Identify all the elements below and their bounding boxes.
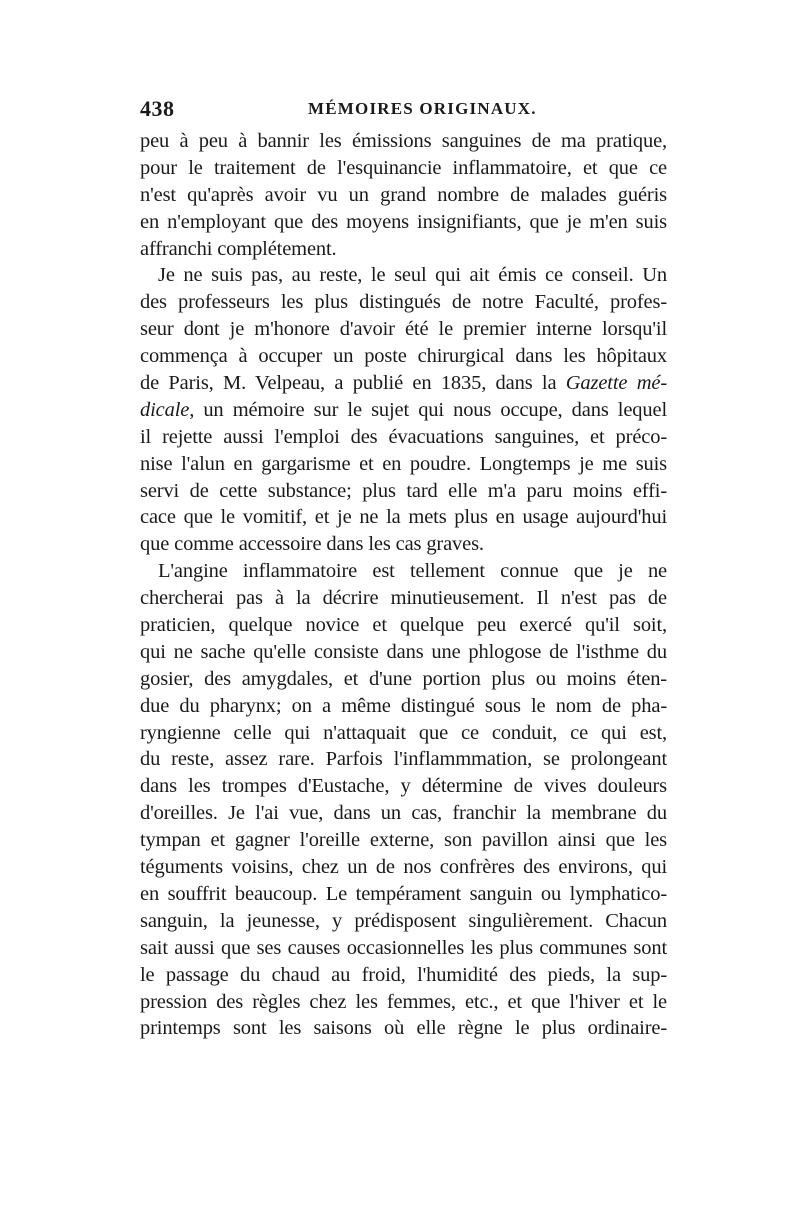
text-line — [140, 397, 667, 424]
text-line: téguments voisins, chez un de nos confrères des environs, qui — [140, 856, 667, 879]
text-line: n'est qu'après avoir vu un grand nombre de malades guéris — [140, 183, 667, 206]
text-line: nise l'alun en gargarisme et en poudre. Longtemps je me suis — [140, 452, 667, 475]
text-line: Je ne suis pas, au reste, le seul qui ait émis ce conseil. Un — [158, 264, 667, 287]
text-line: pour le traitement de l'esquinancie inflammatoire, et que ce — [140, 156, 667, 179]
running-head — [140, 96, 667, 124]
text-fragment: de Paris, M. Velpeau, a publié en 1835, dans la — [140, 372, 557, 395]
text-line: cace que le vomitif, et je ne la mets plus en usage aujourd'hui — [140, 506, 667, 529]
text-line: ryngienne celle qui n'attaquait que ce conduit, ce qui est, — [140, 721, 667, 744]
text-line: servi de cette substance; plus tard elle m'a paru moins effi- — [140, 479, 667, 502]
text-line — [140, 370, 667, 397]
text-line: en n'employant que des moyens insignifiants, que je m'en suis — [140, 210, 667, 233]
running-title: MÉMOIRES ORIGINAUX. — [308, 99, 537, 118]
text-line: praticien, quelque novice et quelque peu exercé qu'il soit, — [140, 614, 667, 637]
text-line: affranchi complétement. — [140, 237, 337, 260]
journal-title: Gazette mé- — [565, 372, 667, 395]
text-line: printemps sont les saisons où elle règne le plus ordinaire- — [140, 1017, 667, 1040]
text-line: dans les trompes d'Eustache, y détermine de vives douleurs — [140, 775, 667, 798]
text-line: tympan et gagner l'oreille externe, son pavillon ainsi que les — [140, 829, 667, 852]
text-line: sanguin, la jeunesse, y prédisposent singulièrement. Chacun — [140, 909, 667, 932]
text-line: commença à occuper un poste chirurgical dans les hôpitaux — [140, 345, 667, 368]
text-line: sait aussi que ses causes occasionnelles les plus communes sont — [140, 936, 667, 959]
text-line: pression des règles chez les femmes, etc., et que l'hiver et le — [140, 990, 667, 1013]
text-line: peu à peu à bannir les émissions sanguines de ma pratique, — [140, 130, 667, 152]
text-line: en souffrit beaucoup. Le tempérament sanguin ou lymphatico- — [140, 882, 667, 905]
text-line: le passage du chaud au froid, l'humidité des pieds, la sup- — [140, 963, 667, 986]
text-fragment: un mémoire sur le sujet qui nous occupe, dans lequel — [194, 398, 667, 421]
text-line: seur dont je m'honore d'avoir été le premier interne lorsqu'il — [140, 318, 667, 341]
body-text — [140, 128, 667, 1042]
text-line: du reste, assez rare. Parfois l'inflammmation, se prolongeant — [140, 748, 667, 771]
text-line: due du pharynx; on a même distingué sous le nom de pha- — [140, 694, 667, 717]
text-line: il rejette aussi l'emploi des évacuations sanguines, et préco- — [140, 425, 667, 448]
text-line: que comme accessoire dans les cas graves. — [140, 533, 484, 556]
text-line: des professeurs les plus distingués de notre Faculté, profes- — [140, 291, 667, 314]
text-line: L'angine inflammatoire est tellement connue que je ne — [158, 560, 667, 583]
journal-title-continued: dicale, — [140, 398, 195, 421]
text-line: chercherai pas à la décrire minutieusement. Il n'est pas de — [140, 587, 667, 610]
text-line: d'oreilles. Je l'ai vue, dans un cas, franchir la membrane du — [140, 802, 667, 825]
text-line: gosier, des amygdales, et d'une portion plus ou moins éten- — [140, 667, 667, 690]
text-line: qui ne sache qu'elle consiste dans une phlogose de l'isthme du — [140, 640, 667, 663]
page-number: 438 — [140, 96, 175, 121]
